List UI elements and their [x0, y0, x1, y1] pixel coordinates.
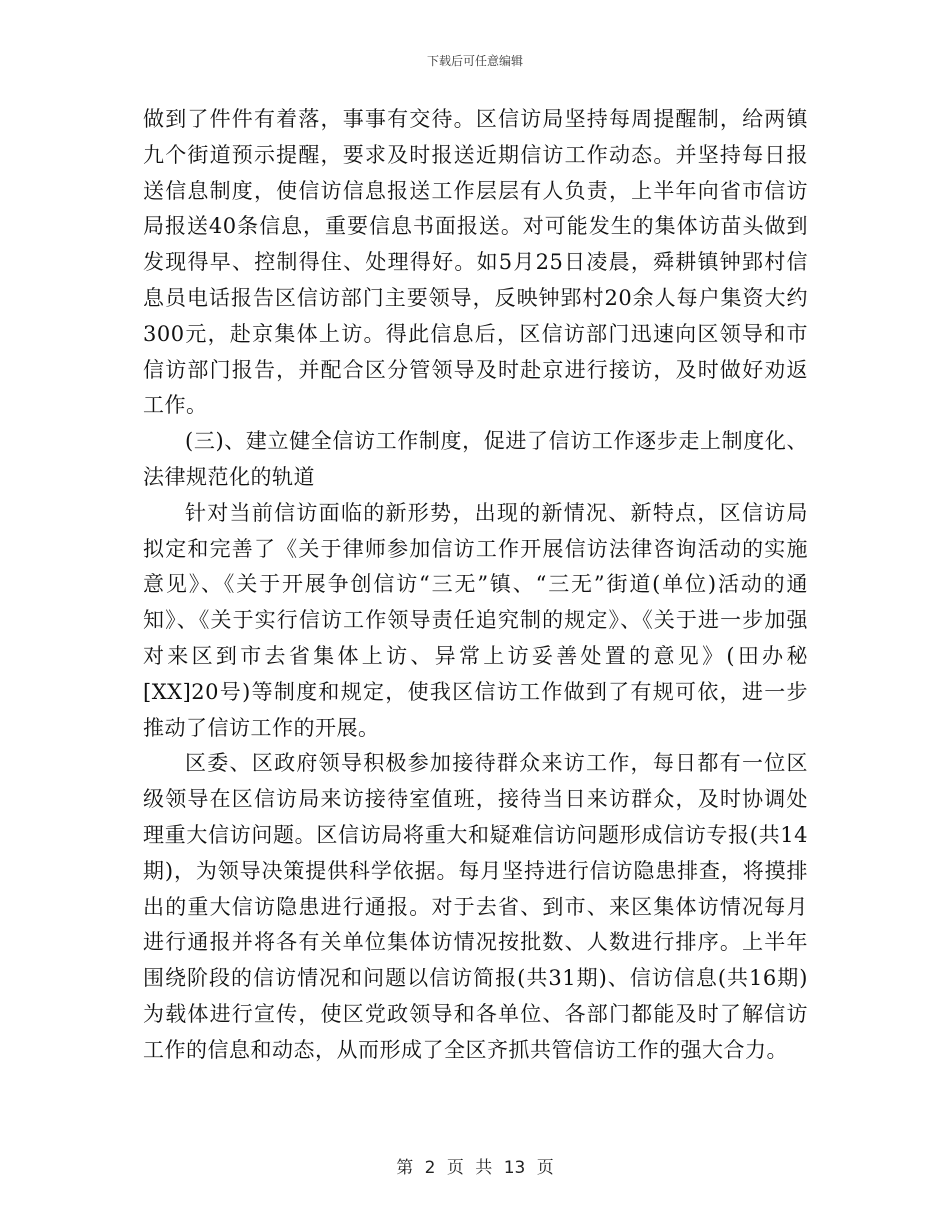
- paragraph-continuation: 做到了件件有着落，事事有交待。区信访局坚持每周提醒制，给两镇九个街道预示提醒，要求及时报送近期信访工作动态。并坚持每日报送信息制度，使信访信息报送工作层层有人负责，上半年向省市信访局报送40条信息，重要信息书面报送。对可能发生的集体访苗头做到发现得早、控制得住、处理得好。如5月25日凌晨，舜耕镇钟郢村信息员电话报告区信访部门主要领导，反映钟郢村20余人每户集资大约300元，赴京集体上访。得此信息后，区信访部门迅速向区领导和市信访部门报告，并配合区分管领导及时赴京进行接访，及时做好劝返工作。: [143, 107, 808, 418]
- paragraph-regulations: 针对当前信访面临的新形势，出现的新情况、新特点，区信访局拟定和完善了《关于律师参加信访工作开展信访法律咨询活动的实施意见》、《关于开展争创信访“三无”镇、“三无”街道(单位)活动的通知》、《关于实行信访工作领导责任追究制的规定》、《关于进一步加强对来区到市去省集体上访、异常上访妥善处置的意见》(田办秘[XX]20号)等制度和规定，使我区信访工作做到了有规可依，进一步推动了信访工作的开展。: [143, 500, 808, 740]
- document-body: [143, 102, 808, 1069]
- paragraph-leadership: 区委、区政府领导积极参加接待群众来访工作，每日都有一位区级领导在区信访局来访接待室值班，接待当日来访群众，及时协调处理重大信访问题。区信访局将重大和疑难信访问题形成信访专报(共14期)，为领导决策提供科学依据。每月坚持进行信访隐患排查，将摸排出的重大信访隐患进行通报。对于去省、到市、来区集体访情况每月进行通报并将各有关单位集体访情况按批数、人数进行排序。上半年围绕阶段的信访情况和问题以信访简报(共31期)、信访信息(共16期)为载体进行宣传，使区党政领导和各单位、各部门都能及时了解信访工作的信息和动态，从而形成了全区齐抓共管信访工作的强大合力。: [143, 751, 808, 1062]
- page-number: 第 2 页 共 13 页: [396, 1158, 554, 1178]
- section-heading: (三)、建立健全信访工作制度，促进了信访工作逐步走上制度化、法律规范化的轨道: [143, 429, 808, 489]
- page-header: 下载后可任意编辑: [426, 54, 523, 68]
